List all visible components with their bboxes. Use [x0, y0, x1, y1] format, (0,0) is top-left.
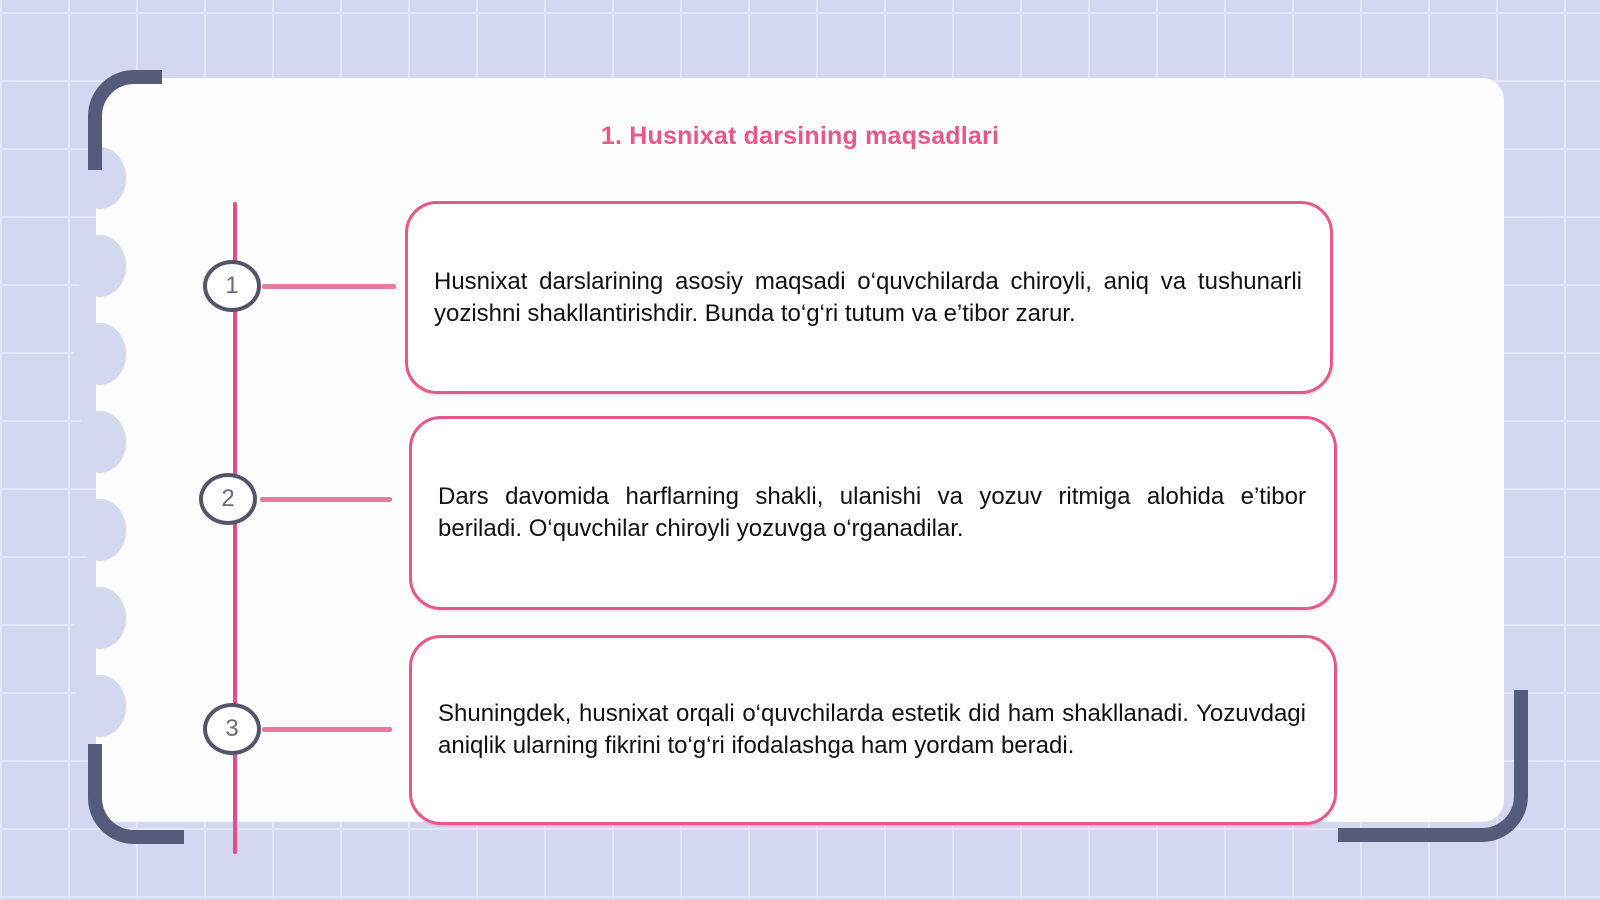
paper-notch	[74, 235, 126, 297]
timeline-connector	[262, 284, 396, 289]
paper-notch	[74, 587, 126, 649]
step-number-1: 1	[203, 260, 261, 312]
goal-card-1	[405, 201, 1333, 394]
paper-notch	[74, 323, 126, 385]
corner-bracket-bottom-left	[88, 744, 184, 844]
goal-card-2	[409, 416, 1337, 610]
timeline-connector	[260, 497, 392, 502]
timeline-connector	[262, 727, 392, 732]
goal-card-3	[409, 635, 1337, 825]
paper-notch	[74, 411, 126, 473]
paper-notch	[74, 675, 126, 737]
corner-bracket-top-left	[88, 70, 162, 170]
goal-card-text: Shuningdek, husnixat orqali o‘quvchilarda estetik did ham shakllanadi. Yozuvdagi aniqlik ularning fikrini to‘g‘ri ifodalashga ham yordam beradi.	[438, 700, 1306, 759]
corner-bracket-bottom-right	[1338, 690, 1528, 842]
step-number-2: 2	[199, 473, 257, 525]
page-title: 1. Husnixat darsining maqsadlari	[600, 122, 1000, 150]
step-number-3: 3	[203, 703, 261, 755]
paper-notch	[74, 499, 126, 561]
goal-card-text: Dars davomida harflarning shakli, ulanishi va yozuv ritmiga alohida e’tibor beriladi. O‘quvchilar chiroyli yozuvga o‘rganadilar.	[438, 483, 1306, 542]
goal-card-text: Husnixat darslarining asosiy maqsadi o‘quvchilarda chiroyli, aniq va tushunarli yozishni shakllantirishdir. Bunda to‘g‘ri tutum va e’tibor zarur.	[434, 267, 1302, 327]
